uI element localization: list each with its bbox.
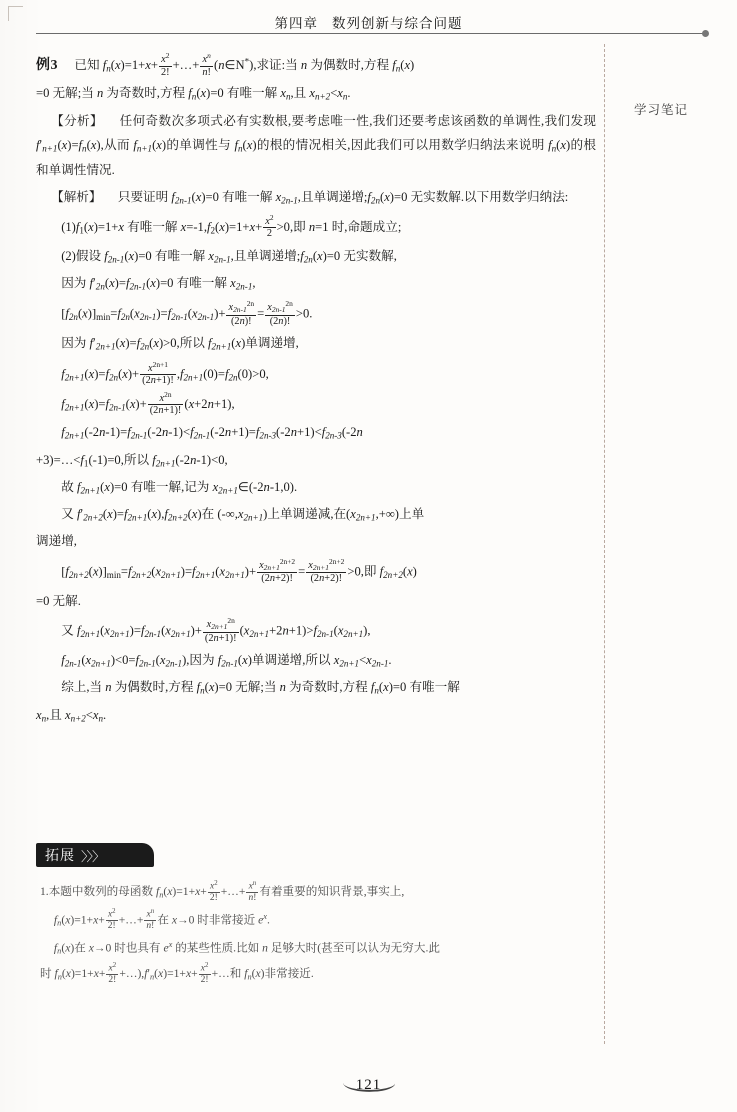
header-title (0, 12, 737, 32)
proof-step-10: 又 $f'_{2n+2}(x)=f_{2n+1}(x),f_{2n+2}(x)$在 $(-\infty,x_{2n+1})$上单调递减,在$(x_{2n+1},+\infty)$上单 (61, 507, 425, 523)
expand-banner-arrows: 〉〉〉 (81, 848, 105, 864)
page-header (0, 10, 737, 36)
header-chapter: 第四章 (274, 16, 318, 31)
note-column-label: 学习笔记 (634, 103, 689, 117)
proof-step-2: (2)假设 $f_{2n-1}(x)=0$ 有唯一解 $x_{2n-1}$,且单调递增$;f_{2n}(x)=0$ 无实数解, (61, 249, 397, 265)
proof-step-3: 因为 $f'_{2n}(x)=f_{2n-1}(x)=0$ 有唯一解 $x_{2n-1}$, (61, 276, 256, 292)
expand-note-2: $f_n(x)$在 x→0 时也具有 $e^x$ 的某些性质.比如 n 足够大时(甚至可以认为无穷大.此 (53, 940, 440, 956)
expand-section-banner (36, 843, 154, 867)
header-rule (36, 33, 707, 34)
note-column-divider (604, 44, 605, 1044)
proof-conclusion-cont: $x_n$,且 $x_{n+2}<x_n$. (36, 707, 107, 724)
proof-step-11-cont: =0 无解. (36, 593, 81, 608)
page-number: 121 (355, 1077, 382, 1093)
expand-section-body (40, 880, 596, 988)
proof-step-9: 故 $f_{2n+1}(x)=0$ 有唯一解,记为 $x_{2n+1}\in(-2n-1,0)$. (61, 479, 298, 496)
proof-step-6: $f_{2n+1}(x)=f_{2n}(x)+$ $\frac{x^{2n+1}}{(2n+1)!}$ $,f_{2n+1}(0)=f_{2n}(0)>0$, (61, 359, 269, 386)
proof-step-13: $f_{2n-1}(x_{2n+1})<0=f_{2n-1}(x_{2n-1})$,因为 $f_{2n-1}(x)$单调递增,所以 $x_{2n+1}<x_{2n-1}$. (61, 653, 392, 669)
example-given-label: 已知 (74, 58, 100, 72)
solution-label: 【解析】 (51, 189, 102, 204)
header-chapter-title: 数列创新与综合问题 (332, 16, 463, 31)
footer-decoration (342, 1073, 395, 1094)
proof-step-10-cont: 调递增, (36, 534, 77, 549)
expand-banner-label: 拓展 (45, 849, 75, 864)
document-body (36, 52, 596, 730)
expand-item-number: 1. (40, 885, 49, 898)
proof-step-12: 又 $f_{2n+1}(x_{2n+1})=f_{2n-1}(x_{2n+1})+$ $\frac{x_{2n+1}^{2n}}{(2n+1)!}$ $(x_{2n+1}+2n+1)>f_{2n-1}(x_{2n+1})$, (61, 616, 371, 644)
expand-formula-1: $f_n(x)=1+x+$ $\frac{x^2}{2!}$ +…+ $\frac{x^n}{n!}$ 在 x→0 时非常接近 $e^x$. (53, 908, 270, 932)
proof-step-4: $[f_{2n}(x)]_{min}=f_{2n}(x_{2n-1})=f_{2n-1}(x_{2n-1})+$ $\frac{x_{2n-1}^{2n}}{(2n)!}$ = $\frac{x_{2n-1}^{2n}}{(2n)!}$ >0. (61, 299, 313, 327)
proof-step-8: $f_{2n+1}(-2n-1)=f_{2n-1}(-2n-1)<f_{2n-1}(-2n+1)=f_{2n-3}(-2n+1)<f_{2n-3}(-2n$ (61, 425, 363, 442)
expand-note-2-cont: 时 $f_n(x)=1+x+$ $\frac{x^2}{2!}$ $+\dots),f'_n(x)=1+x+$ $\frac{x^2}{2!}$ +…和 $f_n(x)$非常接近. (40, 962, 314, 986)
proof-step-1: $(1)f_1(x)=1+x$ 有唯一解 $x=-1,f_2(x)=1+x+$ $\frac{x^2}{2}$ >0,即 n=1 时,命题成立; (61, 213, 402, 240)
proof-step-8-cont: $+3)=\dots<f_1(-1)=0$,所以 $f_{2n+1}(-2n-1)<0$, (36, 452, 228, 469)
proof-step-11: $[f_{2n+2}(x)]_{min}=f_{2n+2}(x_{2n+1})=f_{2n+1}(x_{2n+1})+$ $\frac{x_{2n+1}^{2n+2}}{(2n+2)!}$ = $\frac{x_{2n+1}^{2n+2}}{(2n+2)!}$ >0,即 $f_{2n+2}(x)$ (61, 556, 417, 585)
analysis-paragraph: 【分析】 任何奇数次多项式必有实数根,要考虑唯一性,我们还要考虑该函数的单调性,我们发现 $f'_{n+1}(x)=f_n(x)$,从而 $f_{n+1}(x)$的单调性与 $f_n(x)$的根的情况相关,因此我们可以用数学归纳法来说明 $f_n(x)$的根和单调性情况. (36, 113, 597, 178)
example-statement-line-1: 例3 已知 $f_n(x)=1+x+$ $\frac{x^2}{2!}$ +…+ $\frac{x^n}{n!}$ (n∈N*),求证:当 n 为偶数时,方程 $f_n(x)$ (36, 51, 415, 78)
analysis-label: 【分析】 (51, 113, 103, 128)
page-footer (0, 1076, 737, 1094)
example-number: 例3 (36, 58, 58, 73)
proof-step-7: $f_{2n+1}(x)=f_{2n-1}(x)+$ $\frac{x^{2n}}{(2n+1)!}$ (x+2n+1), (61, 389, 235, 416)
proof-step-5: 因为 $f'_{2n+1}(x)=f_{2n}(x)>0$,所以 $f_{2n+1}(x)$单调递增, (61, 336, 299, 352)
proof-conclusion: 综上,当 n 为偶数时,方程 $f_n(x)=0$ 无解;当 n 为奇数时,方程 $f_n(x)=0$ 有唯一解 (61, 680, 460, 696)
solution-paragraph: 【解析】 只要证明 $f_{2n-1}(x)=0$ 有唯一解 $x_{2n-1}$,且单调递增$;f_{2n}(x)=0$ 无实数解.以下用数学归纳法: (51, 189, 569, 206)
expand-item-1: 1.本题中数列的母函数 $f_n(x)=1+x+$ $\frac{x^2}{2!}$ +…+ $\frac{x^n}{n!}$ 有着重要的知识背景,事实上, (40, 880, 405, 904)
example-statement-line-2: =0 无解;当 n 为奇数时,方程 $f_n(x)=0$ 有唯一解 $x_n$,且 $x_{n+2}<x_n$. (36, 86, 351, 102)
